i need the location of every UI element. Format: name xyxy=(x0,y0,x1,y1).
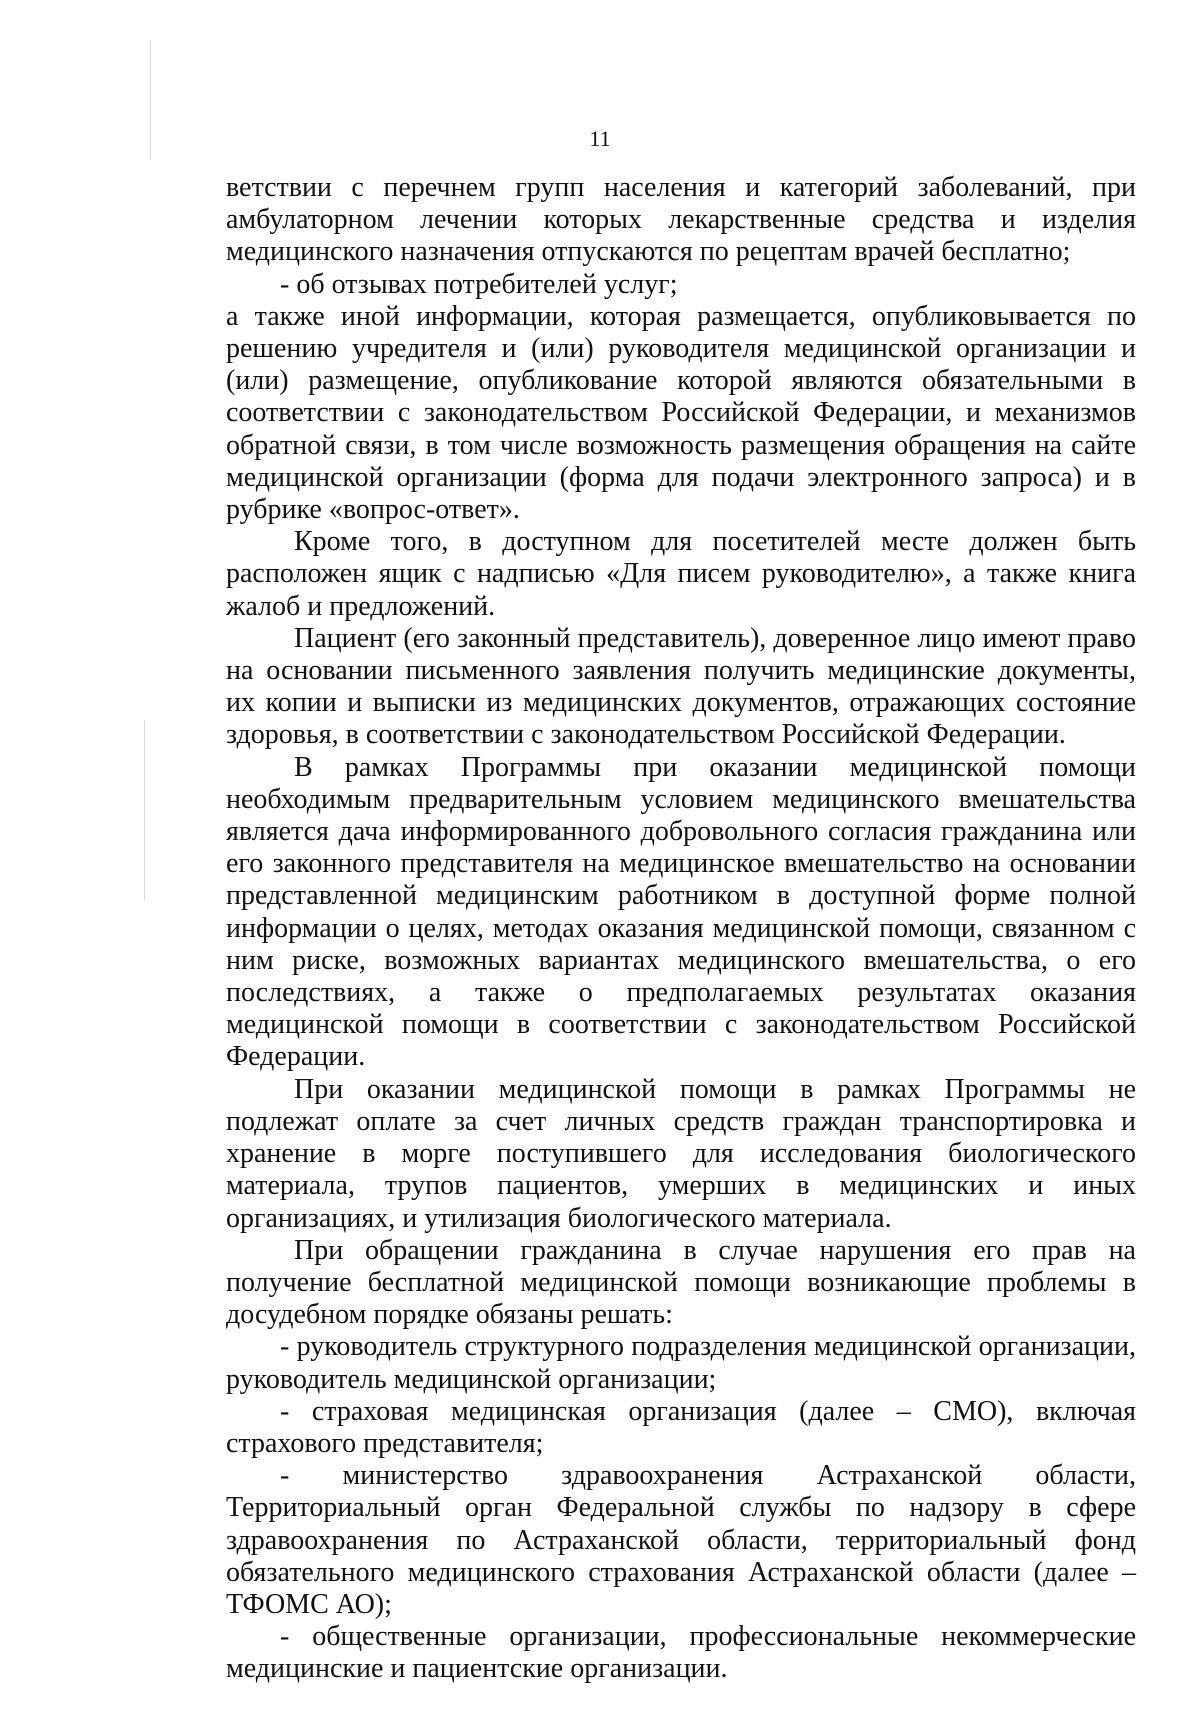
scan-artifact-line xyxy=(144,720,145,900)
list-item-ministry: - министерство здравоохранения Астраханской области, Территориальный орган Федеральной службы по надзору в сфере здравоохранения по Астраханской области, территориальный фонд обязательного медицинского страхования Астраханской области (далее – ТФОМС АО); xyxy=(226,1460,1136,1620)
list-item-public-orgs: - общественные организации, профессиональные некоммерческие медицинские и пациентские организации. xyxy=(226,1621,1136,1685)
paragraph-informed-consent: В рамках Программы при оказании медицинской помощи необходимым предварительным условием медицинского вмешательства является дача информированного добровольного согласия гражданина или его законного представителя на медицинское вмешательство на основании представленной медицинским работником в доступной форме полной информации о целях, методах оказания медицинской помощи, связанном с ним риске, возможных вариантах медицинского вмешательства, о его последствиях, а также о предполагаемых результатах оказания медицинской помощи в соответствии с законодательством Российской Федерации. xyxy=(226,751,1136,1073)
paragraph-complaint-box: Кроме того, в доступном для посетителей месте должен быть расположен ящик с надписью «Для писем руководителю», а также книга жалоб и предложений. xyxy=(226,526,1136,622)
list-item-reviews: - об отзывах потребителей услуг; xyxy=(280,268,678,300)
paragraph-not-paid-services: При оказании медицинской помощи в рамках Программы не подлежат оплате за счет личных средств граждан транспортировка и хранение в морге поступившего для исследования биологического материала, трупов пациентов, умерших в медицинских и иных организациях, и утилизация биологического материала. xyxy=(226,1073,1136,1234)
paragraph-pretrial-resolution: При обращении гражданина в случае нарушения его прав на получение бесплатной медицинской помощи возникающие проблемы в досудебном порядке обязаны решать: xyxy=(226,1234,1136,1331)
document-body xyxy=(226,172,1136,1686)
paragraph-patient-documents: Пациент (его законный представитель), доверенное лицо имеют право на основании письменного заявления получить медицинские документы, их копии и выписки из медицинских документов, отражающих состояние здоровья, в соответствии с законодательством Российской Федерации. xyxy=(226,622,1136,751)
paragraph-continuation: ветствии с перечнем групп населения и категорий заболеваний, при амбулаторном лечении которых лекарственные средства и изделия медицинского назначения отпускаются по рецептам врачей бесплатно; xyxy=(226,172,1136,268)
list-item-unit-head: - руководитель структурного подразделения медицинской организации, руководитель медицинской организации; xyxy=(226,1331,1136,1395)
page-number: 11 xyxy=(589,126,611,151)
paragraph-other-information: а также иной информации, которая размещается, опубликовывается по решению учредителя и (или) руководителя медицинской организации и (или) размещение, опубликование которой являются обязательными в соответствии с законодательством Российской Федерации, и механизмов обратной связи, в том числе возможность размещения обращения на сайте медицинской организации (форма для подачи электронного запроса) и в рубрике «вопрос-ответ». xyxy=(226,300,1136,526)
list-item-insurance-org: - страховая медицинская организация (далее – СМО), включая страхового представителя; xyxy=(226,1395,1136,1459)
